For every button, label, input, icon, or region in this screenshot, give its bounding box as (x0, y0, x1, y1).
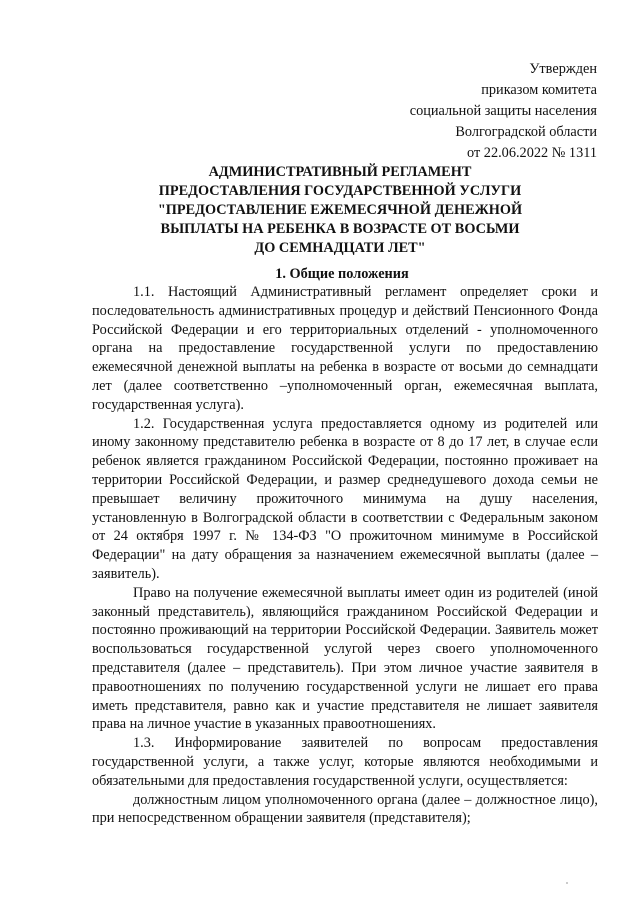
paragraph-right-to-payment: Право на получение ежемесячной выплаты имеет один из родителей (иной законный представитель), являющийся гражданином Российской Федерации и постоянно проживающий на территории Российской Федерации. Заявитель может воспользоваться государственной услугой через своего уполномоченного представителя (далее – представитель). При этом личное участие заявителя в правоотношениях по получению государственной услуги не лишает его права иметь представителя, равно как и участие представителя не лишает заявителя права на личное участие в указанных правоотношениях. (92, 584, 598, 733)
approval-line: социальной защиты населения (409, 103, 597, 119)
title-line: ПРЕДОСТАВЛЕНИЯ ГОСУДАРСТВЕННОЙ УСЛУГИ (158, 183, 522, 199)
paragraph-1-3: 1.3. Информирование заявителей по вопросам предоставления государственной услуги, а также услуг, которые являются необходимыми и обязательными для предоставления государственной услуги, осуществляется: (92, 735, 598, 789)
title-line: ДО СЕМНАДЦАТИ ЛЕТ" (254, 240, 426, 256)
approval-line: Волгоградской области (455, 124, 597, 140)
paragraph-official: должностным лицом уполномоченного органа (далее – должностное лицо), при непосредственном обращении заявителя (представителя); (92, 791, 598, 827)
title-line: "ПРЕДОСТАВЛЕНИЕ ЕЖЕМЕСЯЧНОЙ ДЕНЕЖНОЙ (157, 202, 523, 218)
approval-block (410, 59, 597, 164)
paragraph-1-2: 1.2. Государственная услуга предоставляется одному из родителей или иному законному представителю ребенка в возрасте от 8 до 17 лет, в случае если ребенок является гражданином Российской Федерации, постоянно проживает на территории Российской Федерации, и размер среднедушевого дохода семьи не превышает величину прожиточного минимума на душу населения, установленную в Волгоградской области в соответствии с Федеральным законом от 24 октября 1997 г. № 134-ФЗ "О прожиточном минимуме в Российской Федерации" на дату обращения за назначением ежемесячной выплаты (далее – заявитель). (92, 415, 598, 582)
title-line: АДМИНИСТРАТИВНЫЙ РЕГЛАМЕНТ (208, 164, 472, 180)
approval-line: приказом комитета (481, 82, 597, 98)
approval-line: Утвержден (529, 61, 597, 77)
document-title (140, 163, 540, 258)
approval-line: от 22.06.2022 № 1311 (467, 145, 597, 161)
scan-speck (566, 882, 568, 884)
section-heading: 1. Общие положения (275, 266, 409, 282)
title-line: ВЫПЛАТЫ НА РЕБЕНКА В ВОЗРАСТЕ ОТ ВОСЬМИ (160, 221, 520, 237)
section-body (92, 283, 598, 828)
paragraph-1-1: 1.1. Настоящий Административный регламент определяет сроки и последовательность административных процедур и действий Пенсионного Фонда Российской Федерации и его территориальных отделений - уполномоченного органа на предоставление государственной услуги по предоставлению ежемесячной денежной выплаты на ребенка в возрасте от восьми до семнадцати лет (далее соответственно –уполномоченный орган, ежемесячная выплата, государственная услуга). (92, 284, 598, 413)
